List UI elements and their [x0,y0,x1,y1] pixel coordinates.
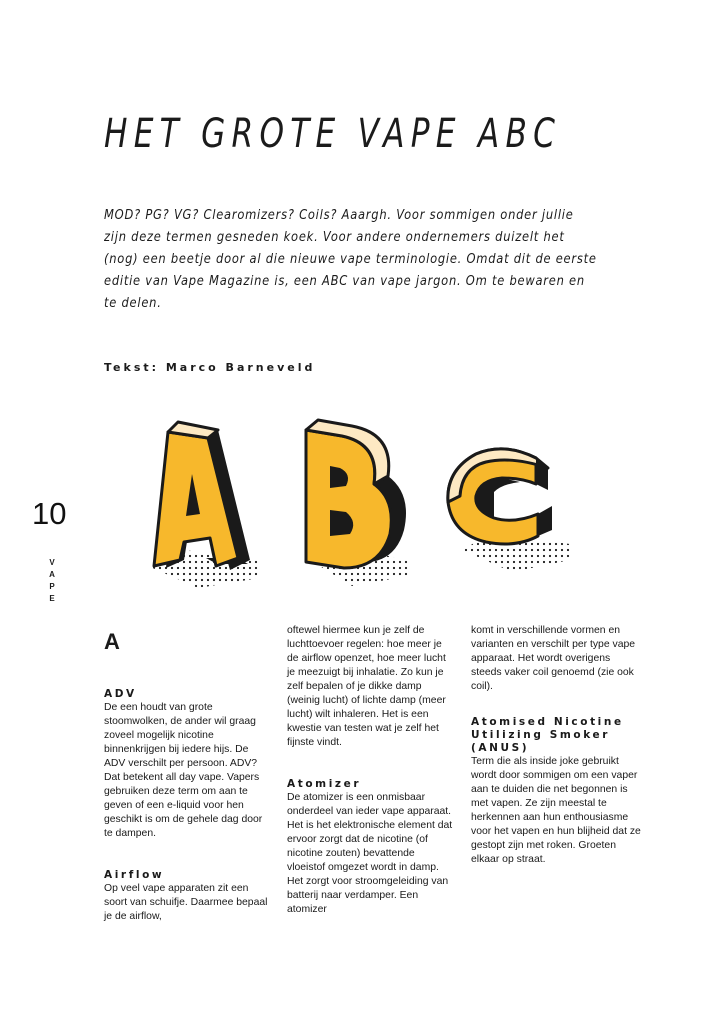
term-heading-anus: Atomised Nicotine Utilizing Smoker (ANUS) [471,716,624,754]
letter-c-block [448,449,570,572]
column-3 [471,624,641,867]
section-label-vertical: VAPE [49,558,55,603]
article-intro: MOD? PG? VG? Clearomizers? Coils? Aaargh. Voor sommigen onder jullie zijn deze termen gesneden koek. Voor andere ondernemers duizelt het (nog) een beetje door al die nieuwe vape terminologie. Omdat dit de eerste editie van Vape Magazine is, een ABC van vape jargon. Om te bewaren en te delen. [104,207,597,311]
term-body-atomizer: De atomizer is een onmisbaar onderdeel van ieder vape apparaat. Het is het elektronische element dat ervoor zorgt dat de nicotine (of nicotine zouten) bevattende vloeistof omgezet wordt in damp. Het zorgt voor stroomgeleiding van batterij naar verdamper. Een atomizer [287,792,453,915]
letter-a-block [148,422,260,588]
article-byline: Tekst: Marco Barneveld [104,361,316,374]
column-1 [104,624,270,924]
letter-heading-a: A [104,629,120,654]
term-heading-atomizer: Atomizer [287,778,362,790]
term-heading-adv: ADV [104,688,137,700]
term-body-airflow: Op veel vape apparaten zit een soort van schuifje. Daarmee bepaal je de airflow, [104,883,268,922]
term-body-adv: De een houdt van grote stoomwolken, de ander wil graag zoveel mogelijk nicotine binnenkrijgen bij iedere hijs. De ADV verschilt per persoon. ADV? Dat betekent all day vape. Vapers gebruiken deze term om aan te geven of een e-liquid voor hen geschikt is om de gehele dag door te dampen. [104,702,263,839]
column-2 [287,624,453,917]
page-number: 10 [32,496,67,531]
term-body-anus: Term die als inside joke gebruikt wordt door sommigen om een vaper aan te duiden die net begonnen is met vapen. Ze zijn meestal te herkennen aan hun enthousiasme voor het vapen en hun blijheid dat ze gestopt zijn met roken. Groeten elkaar op straat. [471,756,641,865]
article-title: HET GROTE VAPE ABC [104,111,562,157]
term-body-airflow-continued: oftewel hiermee kun je zelf de luchttoevoer regelen: hoe meer je de airflow openzet, hoe meer lucht je meezuigt bij inhalatie. Zo kun je zelf bepalen of je dikke damp (weinig lucht) of lichte damp (meer lucht) wilt inhaleren. Het is een kwestie van testen wat je zelf het fijnste vindt. [287,625,446,748]
letter-c-end-bottom [538,506,552,536]
term-heading-airflow: Airflow [104,869,165,881]
letter-b-block [306,420,408,586]
abc-isometric-illustration [140,410,580,600]
term-body-atomizer-continued: komt in verschillende vormen en varianten en verschilt per type vape apparaat. Het wordt overigens steeds vaker coil genoemd (zie ook coil). [471,625,636,692]
